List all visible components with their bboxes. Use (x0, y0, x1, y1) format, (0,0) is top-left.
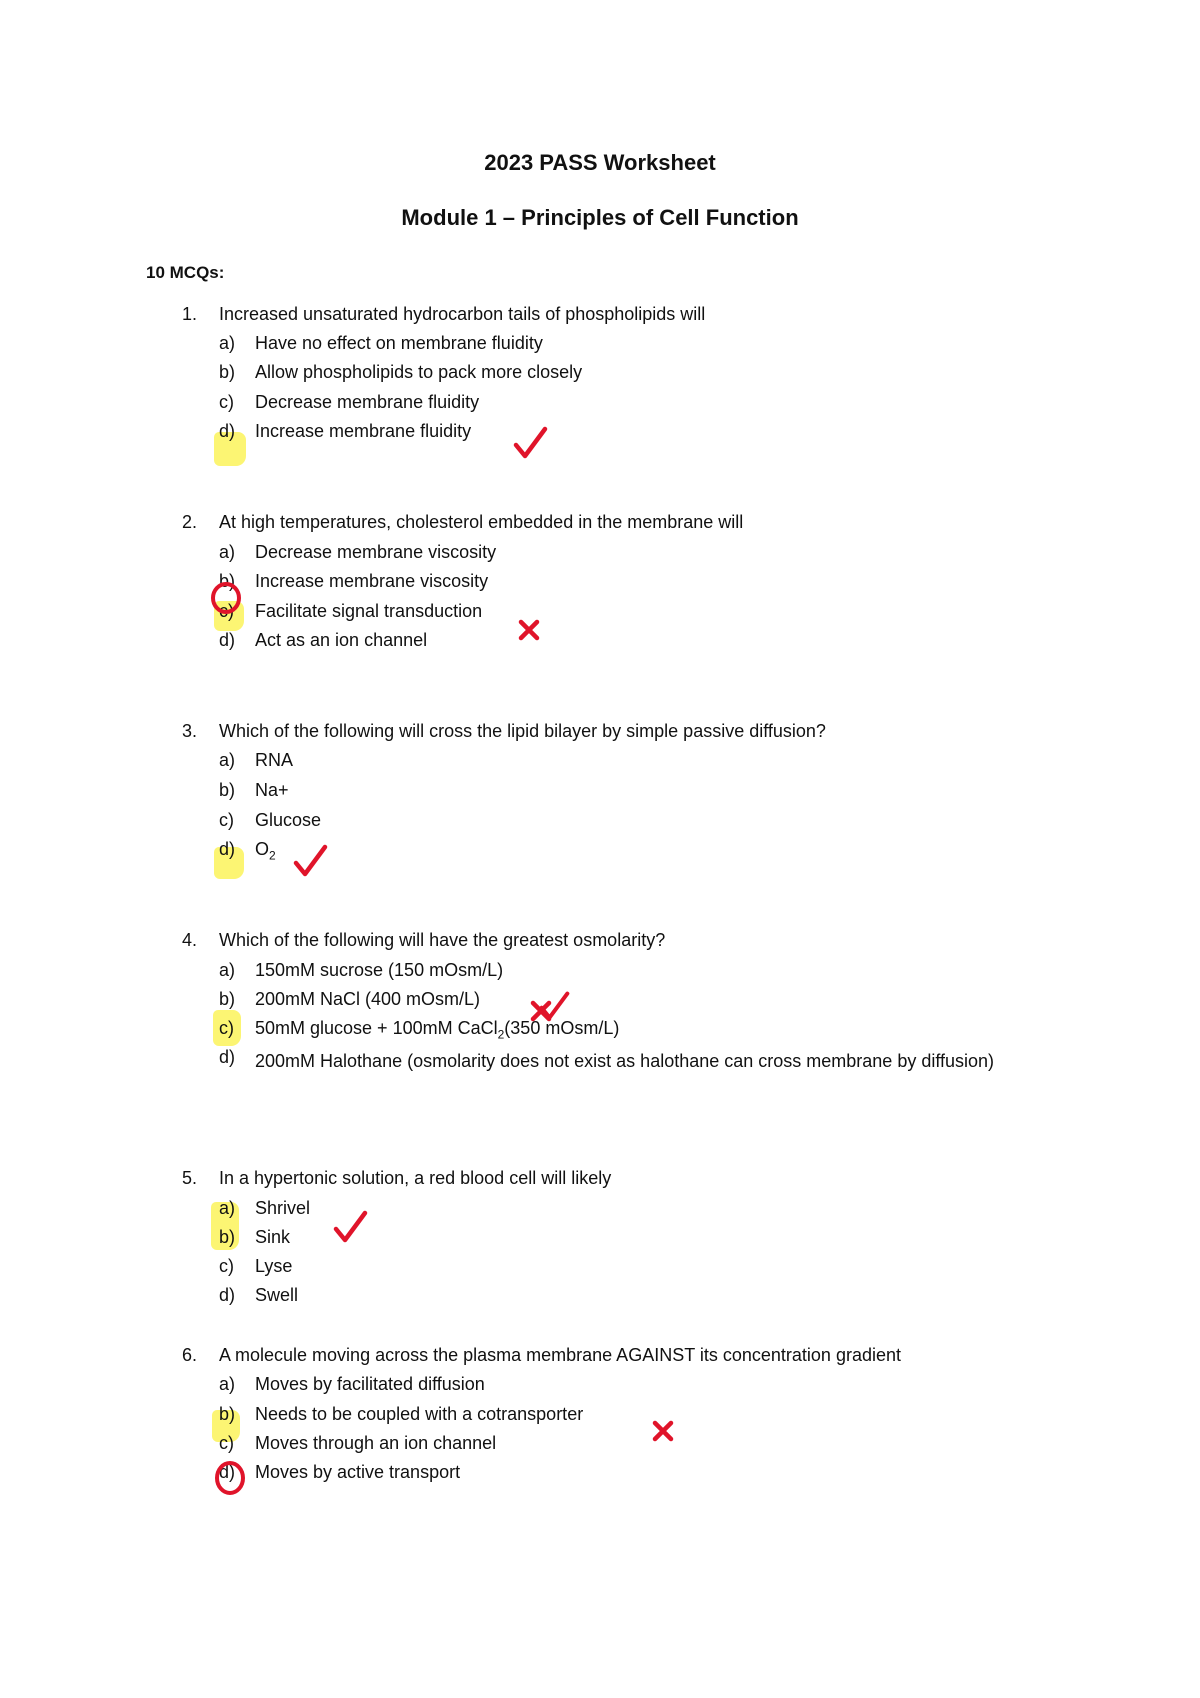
question-text: In a hypertonic solution, a red blood cell will likely (219, 1168, 612, 1188)
option-text: 200mM NaCl (400 mOsm/L) (255, 989, 481, 1009)
option-letter: b) (219, 780, 236, 800)
option-letter: c) (219, 1256, 234, 1276)
option-letter: d) (219, 421, 236, 441)
option-letter: c) (219, 392, 234, 412)
page-subtitle: Module 1 – Principles of Cell Function (401, 205, 799, 230)
option-letter: a) (219, 542, 236, 562)
option-letter: a) (219, 1374, 236, 1394)
option-letter: c) (219, 1433, 234, 1453)
option-text: Allow phospholipids to pack more closely (255, 362, 583, 382)
formula-text: 50mM glucose + 100mM CaCl (255, 1018, 498, 1038)
option-letter: d) (219, 1462, 236, 1482)
formula-subscript: 2 (269, 848, 276, 863)
option-letter: b) (219, 989, 236, 1009)
option-letter: d) (219, 630, 236, 650)
option-text (255, 839, 276, 863)
question-text: At high temperatures, cholesterol embedded in the membrane will (219, 512, 744, 532)
option-text: Have no effect on membrane fluidity (255, 333, 543, 353)
option-letter: a) (219, 960, 236, 980)
option-text: Increase membrane fluidity (255, 421, 472, 441)
option-letter: b) (219, 362, 236, 382)
question-number: 1. (182, 304, 198, 324)
section-label: 10 MCQs: (146, 263, 225, 282)
option-text: Moves by active transport (255, 1462, 461, 1482)
option-letter: a) (219, 1198, 236, 1218)
option-text: Act as an ion channel (255, 630, 428, 650)
option-letter: d) (219, 1285, 236, 1305)
option-letter: d) (219, 839, 236, 859)
option-text: Shrivel (255, 1198, 311, 1218)
question-number: 2. (182, 512, 198, 532)
option-text: Increase membrane viscosity (255, 571, 489, 591)
option-letter: c) (219, 1018, 234, 1038)
question-number: 3. (182, 721, 198, 741)
option-text: Swell (255, 1285, 299, 1305)
check-icon (512, 425, 548, 461)
question-text: Which of the following will have the greatest osmolarity? (219, 930, 666, 950)
check-icon (292, 843, 328, 879)
option-text: Sink (255, 1227, 291, 1247)
page-title: 2023 PASS Worksheet (484, 150, 716, 175)
question-number: 6. (182, 1345, 198, 1365)
option-text: Na+ (255, 780, 289, 800)
cross-icon (650, 1418, 676, 1444)
cross-icon (516, 617, 542, 643)
option-text: Lyse (255, 1256, 293, 1276)
option-text: Moves by facilitated diffusion (255, 1374, 485, 1394)
option-letter: d) (219, 1047, 236, 1067)
question-number: 4. (182, 930, 198, 950)
option-letter: c) (219, 601, 234, 621)
option-letter: c) (219, 810, 234, 830)
formula-text: O (255, 839, 270, 859)
question-number: 5. (182, 1168, 198, 1188)
check-icon (538, 990, 570, 1022)
circle-mark-icon (212, 1458, 248, 1498)
option-text: Needs to be coupled with a cotransporter (255, 1404, 584, 1424)
question-text: A molecule moving across the plasma membrane AGAINST its concentration gradient (219, 1345, 901, 1365)
formula-after: (350 mOsm/L) (504, 1018, 620, 1038)
check-icon (332, 1209, 368, 1245)
formula-subscript: 2 (497, 1027, 505, 1042)
option-text: Glucose (255, 810, 322, 830)
option-letter: b) (219, 571, 236, 591)
option-text: RNA (255, 750, 294, 770)
option-text: Moves through an ion channel (255, 1433, 497, 1453)
option-text: 200mM Halothane (osmolarity does not exist as halothane can cross membrane by diffusion) (255, 1051, 995, 1071)
option-letter: b) (219, 1227, 236, 1247)
circle-mark-icon (208, 580, 244, 616)
option-letter: a) (219, 333, 236, 353)
question-text: Increased unsaturated hydrocarbon tails of phospholipids will (219, 304, 706, 324)
option-text: Decrease membrane viscosity (255, 542, 497, 562)
option-text: Facilitate signal transduction (255, 601, 483, 621)
question-text: Which of the following will cross the lipid bilayer by simple passive diffusion? (219, 721, 826, 741)
option-letter: b) (219, 1404, 236, 1424)
option-text: 150mM sucrose (150 mOsm/L) (255, 960, 504, 980)
option-letter: a) (219, 750, 236, 770)
option-text: Decrease membrane fluidity (255, 392, 480, 412)
